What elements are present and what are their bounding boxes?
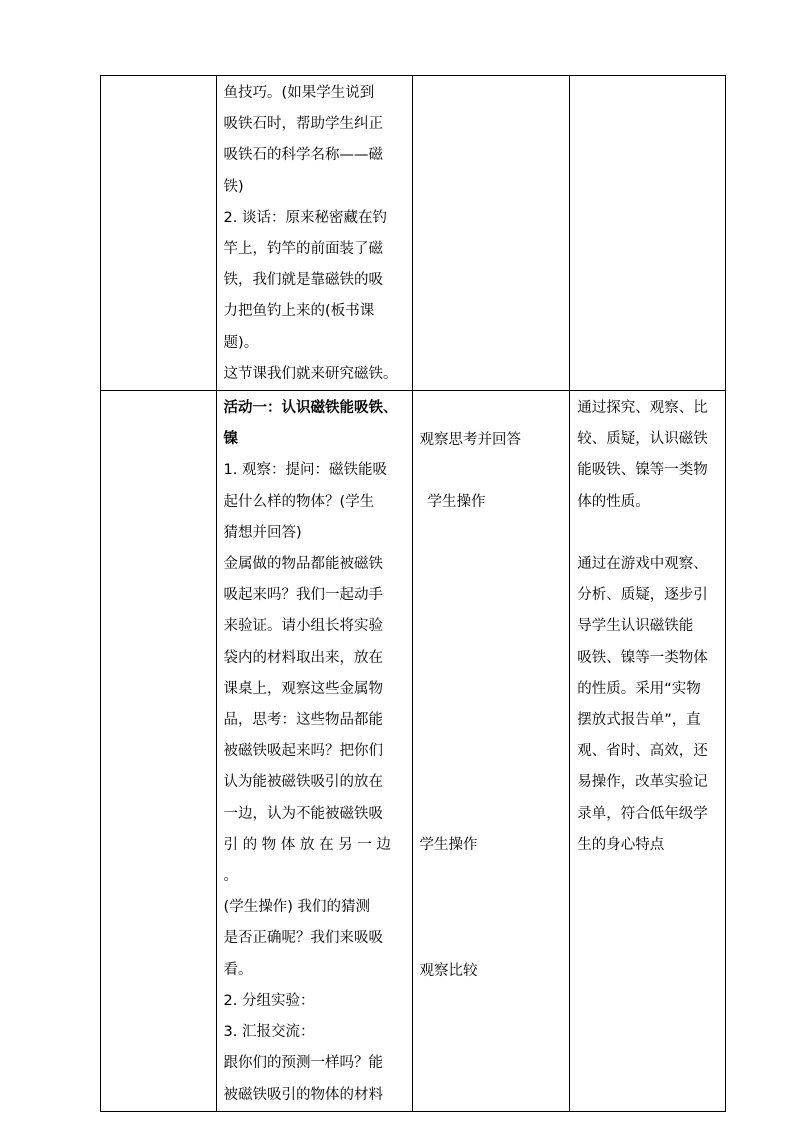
intent-line: 较、质疑，认识磁铁: [577, 431, 708, 448]
content-line: 跟你们的预测一样吗？能: [223, 1055, 384, 1072]
content-line: 铁，我们就是靠磁铁的吸: [223, 272, 384, 289]
content-line: 袋内的材料取出来，放在: [223, 649, 384, 666]
intent-line: 摆放式报告单”，直: [577, 712, 701, 729]
design-intent: [570, 391, 725, 861]
content-line: 力把鱼钓上来的(板书课题)。: [223, 303, 375, 351]
student-activity: 观察思考并回答: [419, 432, 521, 449]
content-line: 猜想并回答): [223, 524, 302, 541]
intent-line: 生的身心特点: [577, 836, 665, 853]
intent-line: 通过探究、观察、比: [577, 400, 708, 417]
content-line: 2. 谈话：原来秘密藏在钓: [223, 209, 387, 226]
content-line: (学生操作) 我们的猜测: [223, 899, 370, 916]
content-line: 2. 分组实验：: [223, 992, 315, 1009]
content-line: 吸起来吗？我们一起动手: [223, 587, 384, 604]
student-activity-cell: [413, 391, 570, 1112]
table-row: [101, 391, 726, 1112]
intent-line: [577, 518, 719, 549]
design-intent-cell: [570, 76, 726, 391]
teaching-content-cell: [216, 391, 413, 1112]
stage-cell: [101, 76, 217, 391]
intent-line: 易操作，改革实验记: [577, 774, 708, 791]
lesson-plan-table: [100, 75, 726, 1112]
content-line: 金属做的物品都能被磁铁: [223, 556, 384, 573]
content-line: 3. 汇报交流：: [223, 1024, 315, 1041]
content-line: 品，思考：这些物品都能: [223, 712, 384, 729]
content-line: 吸铁石的科学名称——磁: [223, 147, 384, 164]
intent-line: 导学生认识磁铁能: [577, 618, 694, 635]
content-line: 被磁铁吸引的物体的材料: [223, 1086, 384, 1103]
content-line: 鱼技巧。(如果学生说到: [223, 85, 375, 101]
teaching-content: [217, 391, 413, 1111]
student-activity: 学生操作: [427, 494, 486, 511]
intent-line: 通过在游戏中观察、: [577, 556, 708, 573]
intent-line: 吸铁、镍等一类物体: [577, 649, 708, 666]
content-line: 铁): [223, 178, 244, 195]
intent-line: 体的性质。: [577, 493, 650, 510]
content-line: 引 的 物 体 放 在 另 一 边 。: [223, 836, 391, 885]
teaching-content-cell: [216, 76, 413, 391]
content-line: 吸铁石时，帮助学生纠正: [223, 116, 384, 133]
teaching-content: [217, 76, 413, 390]
content-line: 被磁铁吸起来吗？把你们: [223, 743, 384, 760]
content-line: 是否正确呢？我们来吸吸: [223, 930, 384, 947]
design-intent-cell: [570, 391, 726, 1112]
stage-cell: [101, 391, 217, 1112]
activity-title: 镍: [223, 431, 239, 448]
content-line: 这节课我们就来研究磁铁。: [223, 365, 398, 382]
content-line: 课桌上，观察这些金属物: [223, 680, 384, 697]
intent-line: 分析、质疑，逐步引: [577, 587, 708, 604]
content-line: 一边，认为不能被磁铁吸: [223, 805, 384, 822]
content-line: 起什么样的物体？(学生: [223, 493, 375, 510]
content-line: 来验证。请小组长将实验: [223, 618, 384, 635]
student-activity-cell: [413, 76, 570, 391]
content-line: 看。: [223, 961, 253, 978]
intent-line: 观、省时、高效，还: [577, 743, 708, 760]
activity-title: 活动一：认识磁铁能吸铁、: [223, 400, 398, 417]
intent-line: 能吸铁、镍等一类物: [577, 462, 708, 479]
student-activity: 观察比较: [419, 963, 478, 980]
table-row: [101, 76, 726, 391]
content-line: 1. 观察：提问：磁铁能吸: [223, 462, 387, 479]
content-line: 竿上，钓竿的前面装了磁: [223, 241, 384, 258]
intent-line: 的性质。采用“实物: [577, 680, 701, 697]
content-line: 认为能被磁铁吸引的放在: [223, 774, 384, 791]
intent-line: 录单，符合低年级学: [577, 805, 708, 822]
student-activity: 学生操作: [419, 837, 478, 854]
